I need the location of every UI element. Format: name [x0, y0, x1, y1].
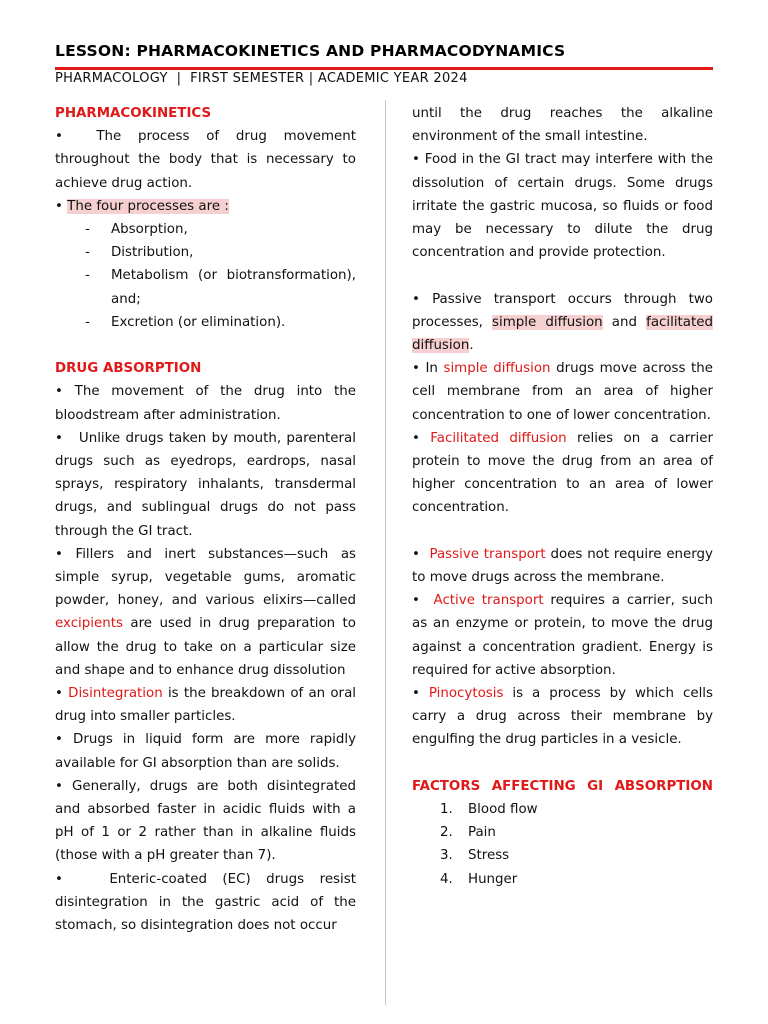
food-bullet: • Food in the GI tract may interfere with the dissolution of certain drugs. Some drugs irritate the gastric mucosa, so fluids or food may be necessary to dilute the drug concentration and provide protection.: [412, 152, 713, 261]
pk-bullet-2: • The four processes are :: [55, 198, 229, 214]
continued-text: until the drug reaches the alkaline environment of the small intestine.: [412, 106, 713, 145]
abs-bullet-5: • Drugs in liquid form are more rapidly available for GI absorption than are solids.: [55, 732, 356, 771]
abs-bullet-7: • Enteric-coated (EC) drugs resist disintegration in the gastric acid of the stomach, so disintegration does not occur: [55, 871, 356, 934]
factor-item: 4. Hunger: [440, 871, 518, 887]
term-pinocytosis: Pinocytosis: [428, 686, 504, 702]
factor-item: 1. Blood flow: [440, 802, 538, 818]
highlight: The four processes are :: [67, 198, 229, 214]
abs-bullet-4: • Disintegration is the breakdown of an oral drug into smaller particles.: [55, 686, 356, 725]
abs-bullet-2: • Unlike drugs taken by mouth, parenteral drugs such as eyedrops, eardrops, nasal sprays, respiratory inhalants, transdermal drugs, and sublingual drugs do not pass through the GI tract.: [55, 430, 356, 539]
term-active-transport: Active transport: [433, 593, 544, 609]
abs-bullet-1: • The movement of the drug into the bloodstream after administration.: [55, 384, 356, 423]
passive-energy-bullet: • Passive transport does not require energy to move drugs across the membrane.: [412, 546, 713, 586]
abs-bullet-6: • Generally, drugs are both disintegrated and absorbed faster in acidic fluids with a pH of 1 or 2 rather than in alkaline fluids (those with a pH greater than 7).: [55, 778, 356, 864]
abs-bullet-3: • Fillers and inert substances—such as simple syrup, vegetable gums, aromatic powder, honey, and various elixirs—called excipients are used in drug preparation to allow the drug to take on a particular size and shape and to enhance drug dissolution: [55, 546, 357, 678]
process-item-metabolism: - Metabolism (or biotransformation), and;: [85, 268, 356, 307]
simple-diffusion-bullet: • In simple diffusion drugs move across the cell membrane from an area of higher concentration to one of lower concentration.: [412, 361, 714, 423]
factors-heading: FACTORS AFFECTING GI ABSORPTION: [412, 778, 713, 794]
factor-item: 3. Stress: [440, 848, 510, 864]
highlight-facilitated-diffusion: facilitated diffusion: [412, 314, 713, 354]
process-item-distribution: - Distribution,: [85, 245, 194, 261]
facilitated-diffusion-bullet: • Facilitated diffusion relies on a carrier protein to move the drug from an area of higher concentration to an area of lower concentration.: [412, 430, 713, 516]
course-subtitle: PHARMACOLOGY | FIRST SEMESTER | ACADEMIC YEAR 2024: [55, 71, 468, 86]
process-item-absorption: - Absorption,: [85, 222, 188, 238]
factor-item: 2. Pain: [440, 825, 496, 841]
term-passive-transport: Passive transport: [429, 546, 546, 562]
process-item-excretion: - Excretion (or elimination).: [85, 314, 286, 330]
column-divider: [385, 100, 386, 1005]
active-transport-bullet: • Active transport requires a carrier, such as an enzyme or protein, to move the drug against a concentration gradient. Energy is required for active absorption.: [412, 593, 713, 678]
term-disintegration: Disintegration: [68, 686, 163, 702]
right-column: [412, 102, 713, 891]
term-facilitated-diffusion: Facilitated diffusion: [430, 430, 567, 446]
term-excipients: excipients: [55, 616, 123, 632]
term-simple-diffusion: simple diffusion: [443, 361, 551, 377]
pharmacokinetics-heading: PHARMACOKINETICS: [55, 106, 212, 121]
highlight-simple-diffusion: simple diffusion: [492, 314, 603, 330]
drug-absorption-heading: DRUG ABSORPTION: [55, 361, 202, 377]
title-rule: [55, 67, 713, 70]
pinocytosis-bullet: • Pinocytosis is a process by which cells carry a drug across their membrane by engulfing the drug particles in a vesicle.: [412, 686, 713, 748]
pk-bullet-1: • The process of drug movement throughout the body that is necessary to achieve drug action.: [55, 129, 356, 191]
lesson-title: LESSON: PHARMACOKINETICS AND PHARMACODYNAMICS: [55, 42, 566, 60]
left-column: [55, 102, 356, 937]
passive-transport-bullet: • Passive transport occurs through two processes, simple diffusion and facilitated diffusion.: [412, 291, 713, 354]
